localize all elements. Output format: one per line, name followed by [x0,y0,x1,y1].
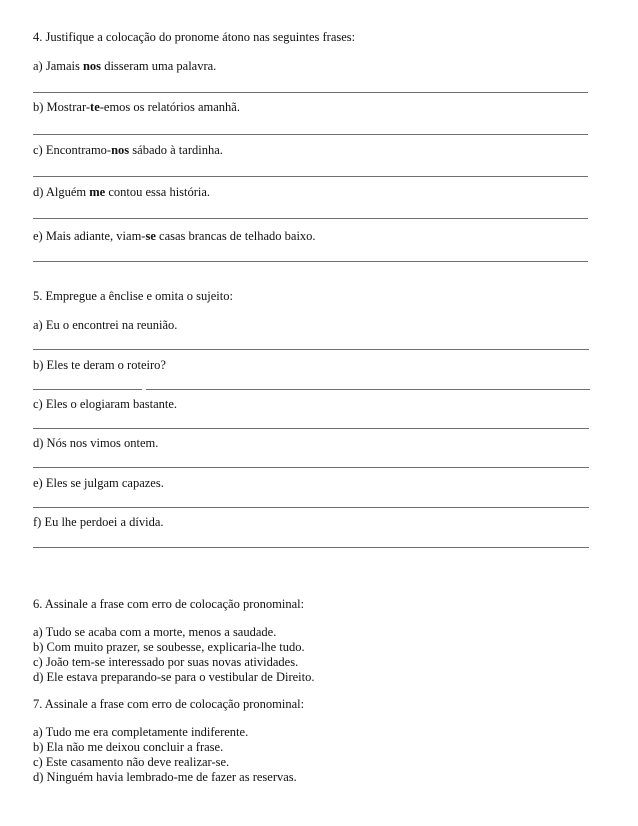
q4-b-pre: b) Mostrar- [33,100,91,114]
answer-line[interactable] [33,507,589,508]
q5-item-c: c) Eles o elogiaram bastante. [33,397,178,411]
answer-line[interactable] [33,389,142,390]
q5-item-e: e) Eles se julgam capazes. [33,476,164,490]
q4-c-pre: c) Encontramo- [33,143,112,157]
q5-item-b: b) Eles te deram o roteiro? [33,358,166,372]
q4-a-pronoun: nos [82,59,102,73]
answer-line[interactable] [33,218,588,219]
q4-e-post: casas brancas de telhado baixo. [155,229,316,243]
q7-option-b[interactable]: b) Ela não me deixou concluir a frase. [33,740,224,754]
q4-c-post: sábado à tardinha. [129,143,223,157]
answer-line[interactable] [33,428,589,429]
answer-line[interactable] [33,349,589,350]
q4-item-c [33,143,223,158]
question-7-title: 7. Assinale a frase com erro de colocação pronominal: [33,697,305,711]
q7-option-d[interactable]: d) Ninguém havia lembrado-me de fazer as reservas. [33,770,297,784]
q4-a-post: disseram uma palavra. [101,59,217,73]
question-5-title: 5. Empregue a ênclise e omita o sujeito: [33,289,233,303]
answer-line[interactable] [33,261,588,262]
q4-d-post: contou essa história. [105,185,211,199]
q6-option-a[interactable]: a) Tudo se acaba com a morte, menos a saudade. [33,625,277,639]
question-6-title: 6. Assinale a frase com erro de colocação pronominal: [33,597,305,611]
q6-option-b[interactable]: b) Com muito prazer, se soubesse, explicaria-lhe tudo. [33,640,305,654]
q4-item-a [33,59,216,74]
q7-option-a[interactable]: a) Tudo me era completamente indiferente. [33,725,249,739]
answer-line[interactable] [146,389,590,390]
q4-b-pronoun: te [90,100,100,114]
question-4-title: 4. Justifique a colocação do pronome átono nas seguintes frases: [33,30,356,44]
q4-item-d [33,185,210,200]
q4-e-pronoun: se [145,229,156,243]
answer-line[interactable] [33,467,589,468]
q4-d-pronoun: me [89,185,106,199]
q5-item-a: a) Eu o encontrei na reunião. [33,318,178,332]
answer-line[interactable] [33,176,588,177]
answer-line[interactable] [33,547,589,548]
q6-option-c[interactable]: c) João tem-se interessado por suas novas atividades. [33,655,299,669]
answer-line[interactable] [33,134,588,135]
q7-option-c[interactable]: c) Este casamento não deve realizar-se. [33,755,230,769]
q4-a-pre: a) Jamais [33,59,83,73]
q4-e-pre: e) Mais adiante, viam- [33,229,146,243]
q4-item-b [33,100,240,115]
q6-option-d[interactable]: d) Ele estava preparando-se para o vestibular de Direito. [33,670,315,684]
answer-line[interactable] [33,92,588,93]
q4-d-pre: d) Alguém [33,185,90,199]
q5-item-d: d) Nós nos vimos ontem. [33,436,159,450]
q5-item-f: f) Eu lhe perdoei a dívida. [33,515,164,529]
q4-item-e [33,229,316,244]
q4-c-pronoun: nos [111,143,130,157]
q4-b-post: -emos os relatórios amanhã. [99,100,240,114]
